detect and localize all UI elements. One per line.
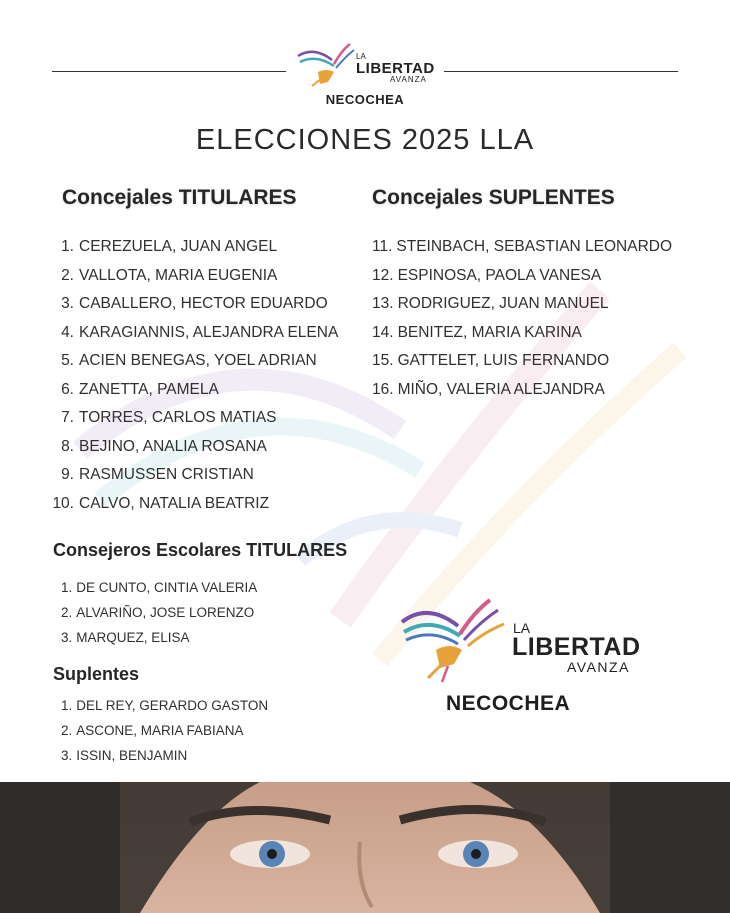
candidate-name: STEINBACH, SEBASTIAN LEONARDO (396, 238, 673, 255)
candidate-name: CALVO, NATALIA BEATRIZ (79, 494, 270, 512)
candidate-name: BENITEZ, MARIA KARINA (397, 323, 582, 341)
candidate-name: CABALLERO, HECTOR EDUARDO (79, 295, 328, 312)
list-item (52, 380, 338, 409)
candidate-name: KARAGIANNIS, ALEJANDRA ELENA (79, 323, 339, 341)
list-item (52, 323, 338, 352)
candidate-name: CEREZUELA, JUAN ANGEL (79, 238, 278, 255)
header-divider-right (444, 71, 678, 72)
big-logo-la: LA (513, 620, 531, 636)
list-item (372, 380, 672, 409)
consejeros-titulares-list (61, 579, 257, 654)
consejeros-titulares-heading: Consejeros Escolares TITULARES (53, 540, 348, 560)
list-item (372, 266, 672, 295)
list-item (52, 266, 338, 295)
item-number: 2. (61, 723, 73, 738)
list-item (372, 237, 672, 266)
list-item (372, 351, 672, 380)
list-item (52, 408, 338, 437)
top-logo-la: LA (356, 52, 366, 61)
top-logo-libertad: LIBERTAD (356, 60, 435, 77)
item-number: 1. (61, 238, 74, 255)
item-number: 1. (61, 698, 73, 713)
item-number: 16. (372, 380, 394, 398)
list-item (61, 604, 257, 629)
item-number: 11. (372, 238, 393, 255)
item-number: 10. (52, 494, 74, 512)
consejeros-suplentes-heading: Suplentes (53, 664, 140, 684)
list-item (61, 697, 268, 722)
list-item (61, 579, 257, 604)
concejales-titulares-list (52, 237, 338, 522)
candidate-name: MIÑO, VALERIA ALEJANDRA (397, 380, 605, 398)
page-title: ELECCIONES 2025 LLA (195, 124, 535, 156)
consejeros-suplentes-list (61, 697, 268, 772)
candidate-name: ZANETTA, PAMELA (79, 380, 219, 398)
list-item (372, 294, 672, 323)
candidate-name: MARQUEZ, ELISA (76, 630, 190, 645)
candidate-name: RODRIGUEZ, JUAN MANUEL (397, 295, 609, 312)
item-number: 1. (61, 580, 73, 595)
item-number: 12. (372, 266, 394, 284)
candidate-name: ALVARIÑO, JOSE LORENZO (76, 605, 255, 620)
candidate-name: VALLOTA, MARIA EUGENIA (79, 266, 278, 284)
candidate-name: ACIEN BENEGAS, YOEL ADRIAN (79, 352, 317, 369)
eagle-logo-large-icon (398, 598, 508, 686)
item-number: 8. (61, 437, 74, 455)
candidate-photo (0, 782, 730, 913)
candidate-name: ESPINOSA, PAOLA VANESA (397, 266, 602, 284)
candidate-name: BEJINO, ANALIA ROSANA (79, 437, 267, 455)
item-number: 14. (372, 323, 394, 341)
candidate-name: DE CUNTO, CINTIA VALERIA (76, 580, 258, 595)
candidate-name: GATTELET, LUIS FERNANDO (397, 352, 610, 369)
big-logo-city: NECOCHEA (446, 692, 571, 715)
list-item (61, 722, 268, 747)
header-city: NECOCHEA (325, 92, 405, 107)
header-divider-left (52, 71, 286, 72)
list-item (52, 437, 338, 466)
list-item (61, 629, 257, 654)
candidate-name: RASMUSSEN CRISTIAN (79, 466, 254, 483)
list-item (52, 465, 338, 494)
big-logo-libertad: LIBERTAD (512, 633, 641, 661)
item-number: 3. (61, 630, 73, 645)
list-item (52, 294, 338, 323)
item-number: 3. (61, 748, 73, 763)
item-number: 6. (61, 380, 74, 398)
list-item (61, 747, 268, 772)
item-number: 13. (372, 295, 394, 312)
list-item (52, 351, 338, 380)
item-number: 7. (61, 409, 74, 426)
big-logo-avanza: AVANZA (567, 659, 630, 675)
item-number: 2. (61, 605, 73, 620)
list-item (52, 494, 338, 523)
item-number: 5. (61, 352, 74, 369)
list-item (52, 237, 338, 266)
concejales-suplentes-list (372, 237, 672, 408)
item-number: 9. (61, 466, 74, 483)
candidate-name: ASCONE, MARIA FABIANA (76, 723, 244, 738)
item-number: 3. (61, 295, 74, 312)
item-number: 4. (61, 323, 74, 341)
candidate-name: TORRES, CARLOS MATIAS (79, 409, 277, 426)
item-number: 15. (372, 352, 394, 369)
concejales-titulares-heading: Concejales TITULARES (62, 186, 297, 209)
top-logo-avanza: AVANZA (390, 75, 427, 84)
list-item (372, 323, 672, 352)
candidate-name: ISSIN, BENJAMIN (76, 748, 188, 763)
item-number: 2. (61, 266, 74, 284)
concejales-suplentes-heading: Concejales SUPLENTES (372, 186, 615, 209)
candidate-name: DEL REY, GERARDO GASTON (76, 698, 269, 713)
